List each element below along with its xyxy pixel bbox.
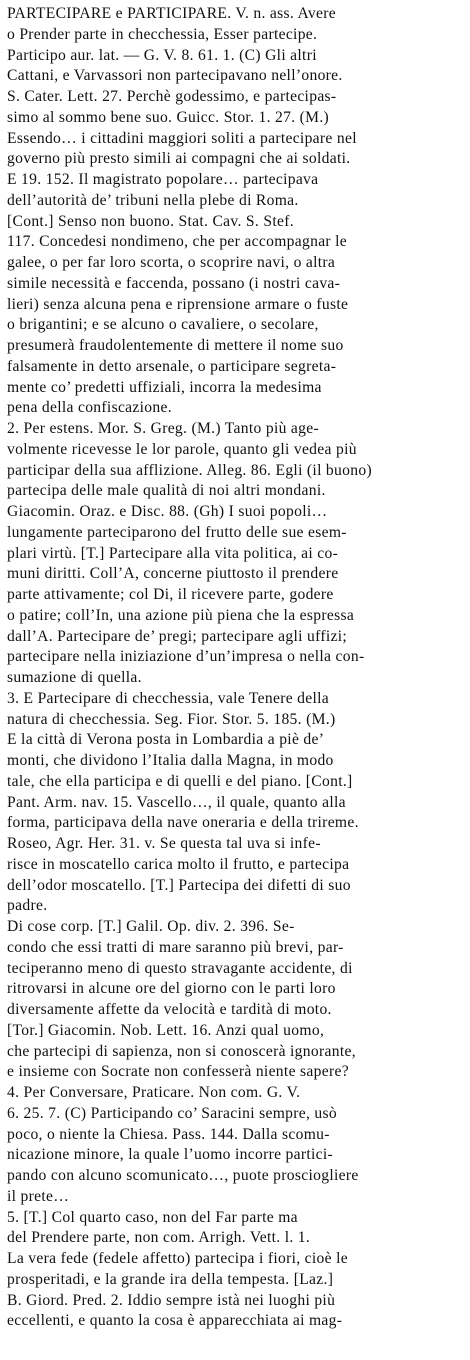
text-line: Roseo, Agr. Her. 31. v. Se questa tal uva si infe- (7, 835, 321, 852)
text-line: Cattani, e Varvassori non partecipavano nell’onore. (7, 67, 343, 85)
text-line: E 19. 152. Il magistrato popolare… partecipava (7, 171, 319, 188)
text-line: dell’odor moscatello. [T.] Partecipa dei difetti di suo (7, 876, 351, 894)
text-line: presumerà fraudolentemente di mettere il nome suo (7, 337, 344, 354)
text-line: 2. Per estens. Mor. S. Greg. (M.) Tanto più age- (7, 420, 319, 437)
text-line: risce in moscatello carica molto il frutto, e partecipa (7, 855, 350, 873)
text-line: Essendo… i cittadini maggiori soliti a partecipare nel (7, 129, 357, 147)
text-line: falsamente in detto arsenale, o participare segreta- (7, 357, 337, 375)
text-line: dall’A. Partecipare de’ pregi; partecipare agli uffizi; (7, 627, 347, 645)
text-line: galee, o per far loro scorta, o scoprire navi, o altra (7, 254, 336, 271)
text-line: Pant. Arm. nav. 15. Vascello…, il quale, quanto alla (7, 793, 346, 811)
text-line: plari virtù. [T.] Partecipare alla vita politica, ai co- (7, 544, 339, 562)
text-line: nicazione minore, la quale l’uomo incorre partici- (7, 1146, 334, 1164)
text-line: partecipa delle male qualità di noi altri mondani. (7, 482, 326, 500)
text-line: PARTECIPARE e PARTICIPARE. V. n. ass. Avere (7, 5, 336, 22)
text-line: che partecipi di sapienza, non si conoscerà ignorante, (7, 1042, 356, 1060)
text-line: sumazione di quella. (7, 669, 142, 686)
text-line: E la città di Verona posta in Lombardia a piè de’ (7, 731, 325, 749)
text-line: partecipare nella iniziazione d’un’impresa o nella con- (7, 648, 365, 666)
text-line: 3. E Partecipare di checchessia, vale Tenere della (7, 689, 330, 707)
text-line: [Tor.] Giacomin. Nob. Lett. 16. Anzi qual uomo, (7, 1021, 325, 1039)
text-line: teciperanno meno di questo stravagante accidente, di (7, 959, 353, 977)
text-line: e insieme con Socrate non confesserà niente sapere? (7, 1063, 349, 1081)
text-line: [Cont.] Senso non buono. Stat. Cav. S. Stef. (7, 212, 294, 230)
text-line: diversamente affette da velocità e tardità di moto. (7, 1001, 332, 1018)
text-line: Participo aur. lat. — G. V. 8. 61. 1. (C) Gli altri (7, 46, 317, 64)
text-line: muni diritti. Coll’A, concerne piuttosto il prendere (7, 565, 339, 583)
text-line: Giacomin. Oraz. e Disc. 88. (Gh) I suoi popoli… (7, 503, 328, 520)
text-line: 117. Concedesi nondimeno, che per accompagnar le (7, 233, 348, 251)
text-line: simile necessità e faccenda, possano (i nostri cava- (7, 274, 341, 292)
text-line: La vera fede (fedele affetto) partecipa i fiori, cioè le (7, 1250, 348, 1267)
text-line: prosperitadi, e la grande ira della tempesta. [Laz.] (7, 1270, 334, 1288)
text-line: simo al sommo bene suo. Guicc. Stor. 1. 27. (M.) (7, 108, 330, 126)
text-line: Di cose corp. [T.] Galil. Op. div. 2. 396. Se- (7, 918, 295, 935)
text-line: 4. Per Conversare, Praticare. Non com. G. V. (7, 1084, 301, 1101)
text-line: condo che essi tratti di mare saranno più brevi, par- (7, 938, 344, 956)
text-line: mente co’ predetti uffiziali, incorra la medesima (7, 378, 322, 396)
text-line: natura di checchessia. Seg. Fior. Stor. 5. 185. (M.) (7, 710, 336, 728)
text-line: del Prendere parte, non com. Arrigh. Vett. l. 1. (7, 1229, 311, 1247)
text-line: 6. 25. 7. (C) Participando co’ Saracini sempre, usò (7, 1104, 338, 1122)
text-line: o Prender parte in checchessia, Esser partecipe. (7, 25, 318, 43)
text-line: il prete… (7, 1187, 70, 1205)
text-line: S. Cater. Lett. 27. Perchè godessimo, e partecipas- (7, 88, 337, 105)
text-line: ritrovarsi in alcune ore del giorno con le parti loro (7, 980, 336, 998)
text-line: parte attivamente; col Di, il ricevere parte, godere (7, 586, 334, 603)
text-line: tale, che ella participa e di quelli e del piano. [Cont.] (7, 772, 353, 790)
text-line: governo più presto simili ai compagni che ai soldati. (7, 150, 351, 168)
text-line: volmente ricevesse le lor parole, quanto gli vedea più (7, 440, 357, 458)
text-line: forma, participava della nave oneraria e della trireme. (7, 814, 359, 832)
text-line: B. Giord. Pred. 2. Iddio sempre istà nei luoghi più (7, 1291, 336, 1309)
text-line: 5. [T.] Col quarto caso, non del Far parte ma (7, 1208, 298, 1226)
text-line: poco, o niente la Chiesa. Pass. 144. Dalla scomu- (7, 1125, 330, 1143)
text-line: participar della sua afflizione. Alleg. 86. Egli (il buono) (7, 461, 372, 479)
text-line: pando con alcuno scomunicato…, puote prosciogliere (7, 1167, 359, 1184)
text-line: pena della confiscazione. (7, 399, 172, 417)
text-line: lieri) senza alcuna pena e riprensione armare o fuste (7, 295, 349, 313)
text-line: dell’autorità de’ tribuni nella plebe di Roma. (7, 191, 299, 209)
text-line: o brigantini; e se alcuno o cavaliere, o secolare, (7, 316, 319, 334)
text-line: lungamente parteciparono del frutto delle sue esem- (7, 523, 347, 541)
text-line: o patire; coll’In, una azione più piena che la espressa (7, 606, 355, 624)
text-line: monti, che dividono l’Italia dalla Magna, in modo (7, 752, 334, 769)
text-line: eccellenti, e quanto la cosa è apparecchiata ai mag- (7, 1312, 343, 1330)
text-line: padre. (7, 897, 48, 915)
